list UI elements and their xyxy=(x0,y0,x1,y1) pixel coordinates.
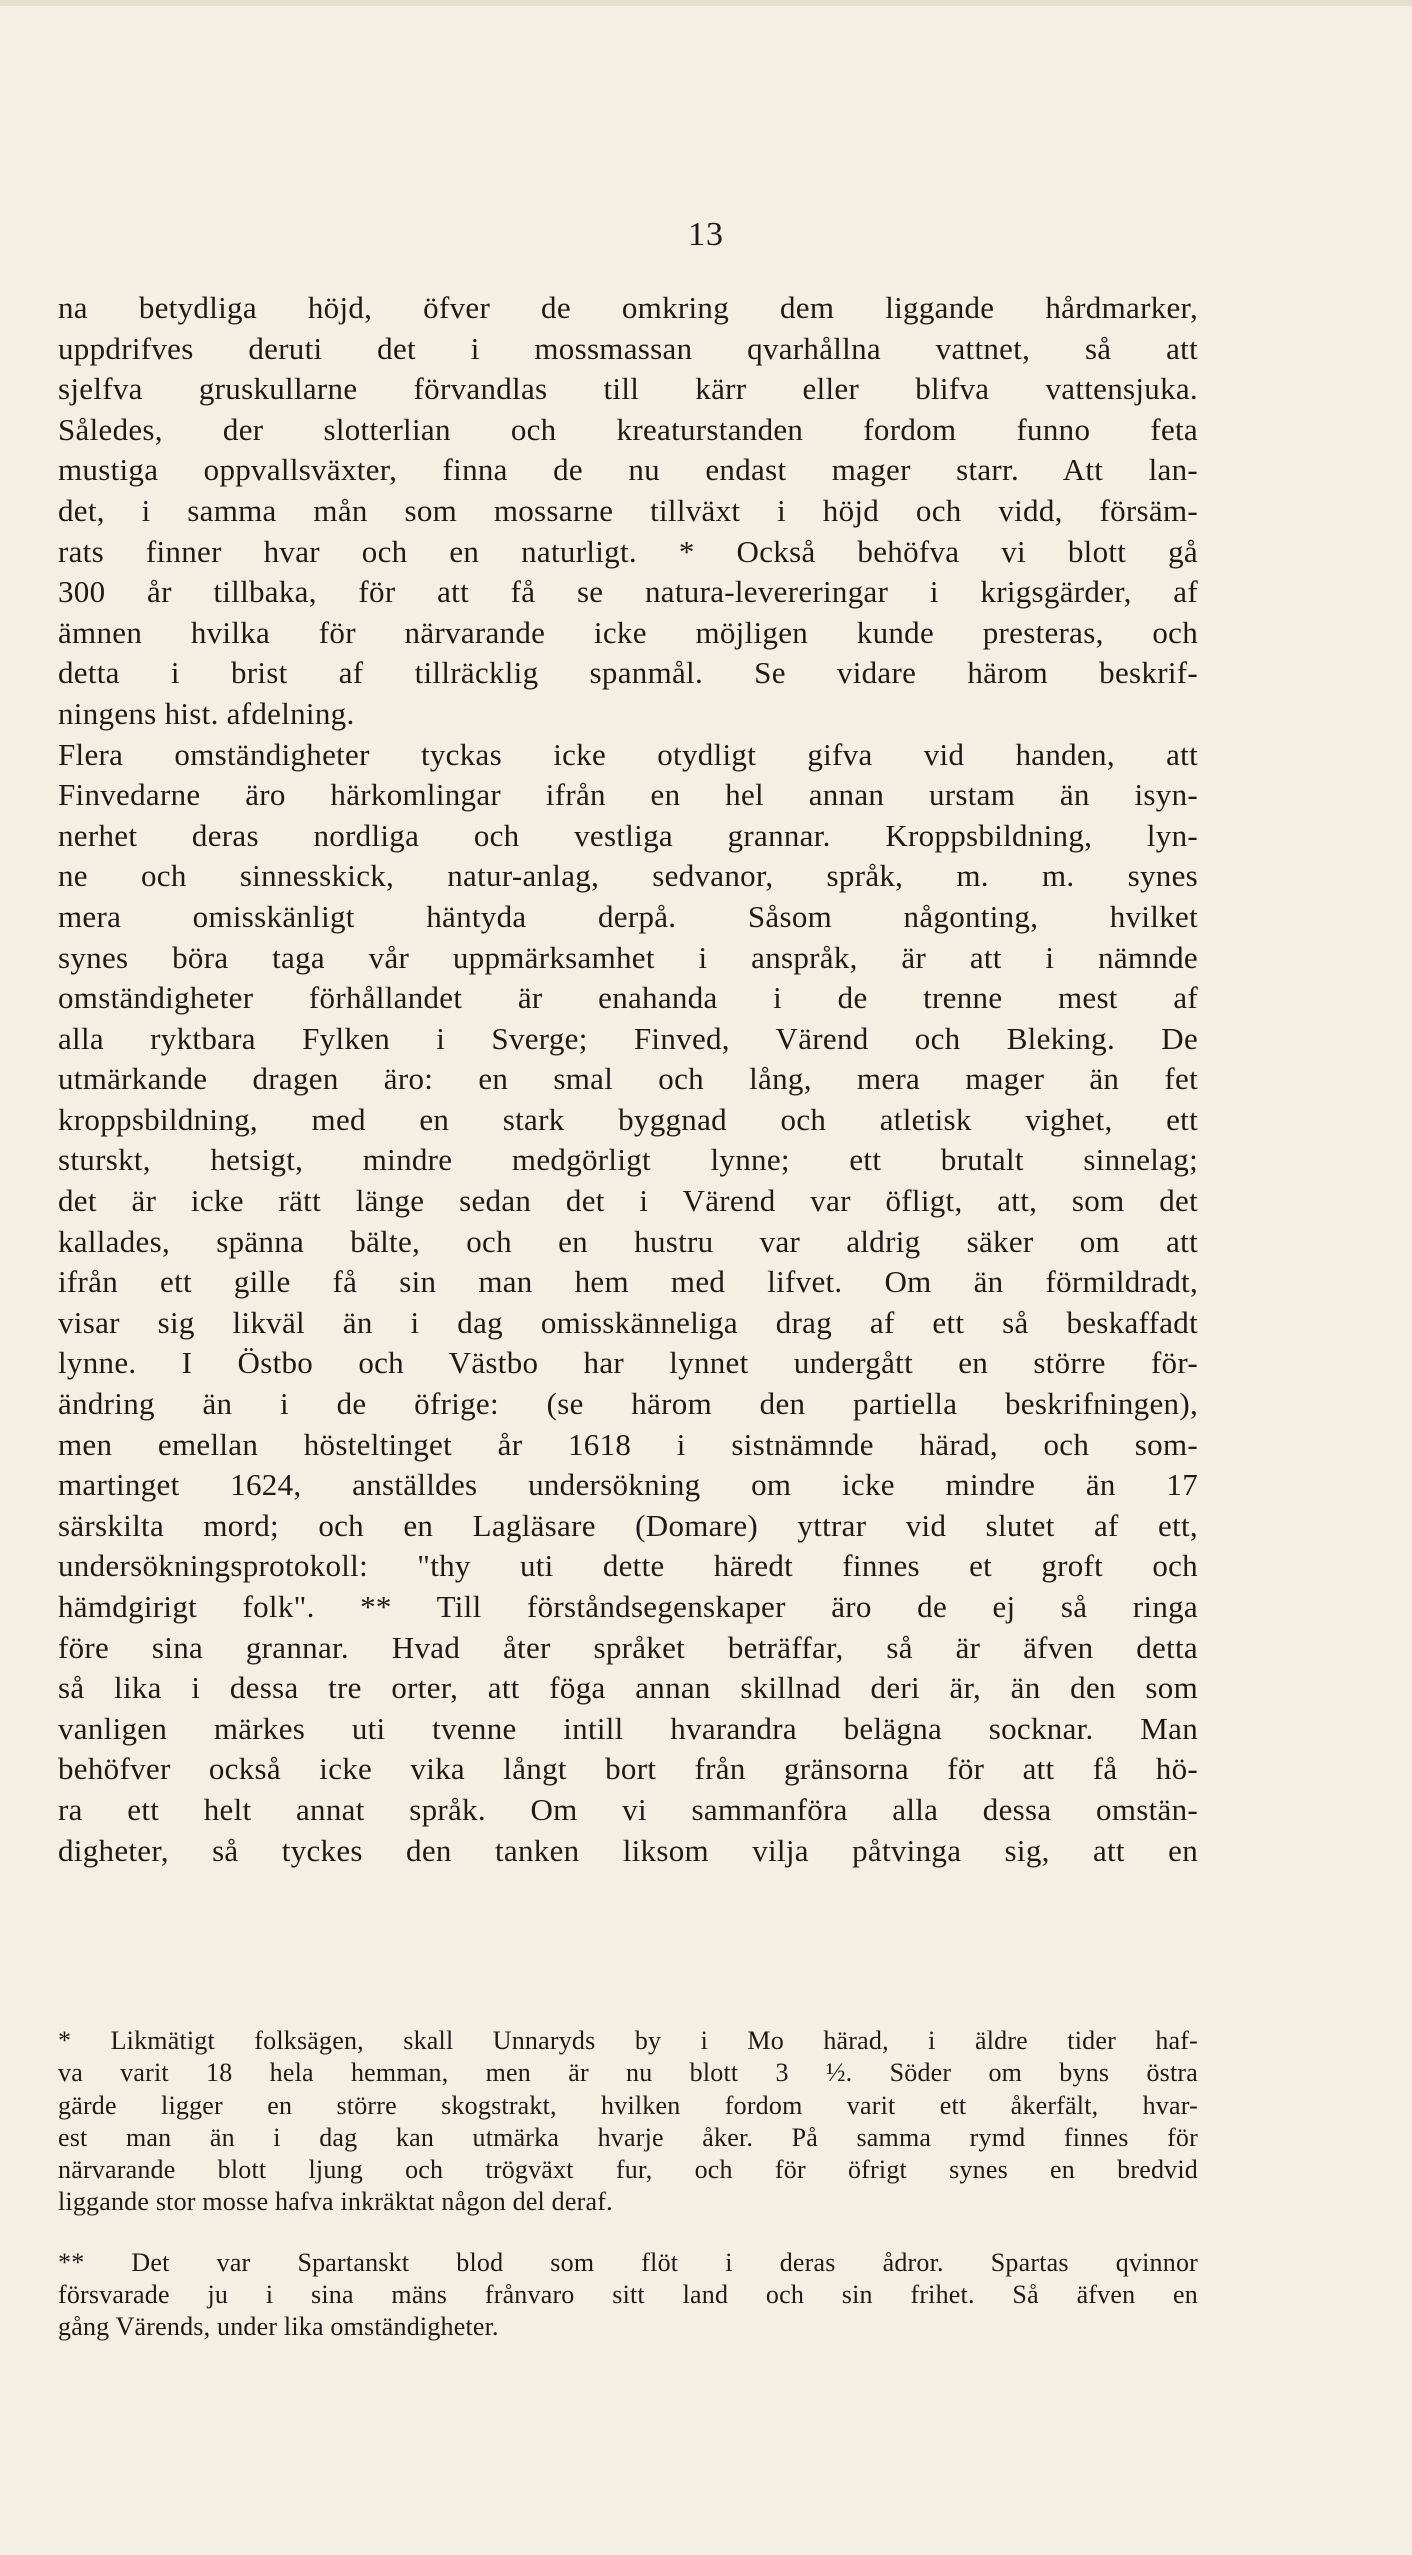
text-line: mustiga oppvallsväxter, finna de nu endast mager starr. Att lan- xyxy=(58,452,1198,488)
text-line: ne och sinnesskick, natur-anlag, sedvanor, språk, m. m. synes xyxy=(58,858,1198,894)
text-line: men emellan hösteltinget år 1618 i sistnämnde härad, och som- xyxy=(58,1426,1198,1462)
text-line: detta i brist af tillräcklig spanmål. Se vidare härom beskrif- xyxy=(58,655,1198,691)
footnote-line: försvarade ju i sina mäns frånvaro sitt land och sin frihet. Så äfven en xyxy=(58,2280,1198,2310)
footnote-2 xyxy=(58,2247,1198,2344)
text-line: 300 år tillbaka, för att få se natura-levereringar i krigsgärder, af xyxy=(58,574,1198,610)
text-line: Således, der slotterlian och kreaturstanden fordom funno feta xyxy=(58,411,1198,447)
text-line: visar sig likväl än i dag omisskänneliga drag af ett så beskaffadt xyxy=(58,1304,1198,1340)
footnote-line: est man än i dag kan utmärka hvarje åker. På samma rymd finnes för xyxy=(58,2122,1198,2152)
text-line: uppdrifves deruti det i mossmassan qvarhållna vattnet, så att xyxy=(58,330,1198,366)
text-line: det är icke rätt länge sedan det i Värend var öfligt, att, som det xyxy=(58,1183,1198,1219)
footnote-line: va varit 18 hela hemman, men är nu blott 3 ½. Söder om byns östra xyxy=(58,2058,1198,2088)
text-line: Flera omständigheter tyckas icke otydligt gifva vid handen, att xyxy=(58,736,1198,772)
text-line: na betydliga höjd, öfver de omkring dem liggande hårdmarker, xyxy=(58,290,1198,325)
footnote-line: * Likmätigt folksägen, skall Unnaryds by i Mo härad, i äldre tider haf- xyxy=(58,2026,1198,2055)
text-line: synes böra taga vår uppmärksamhet i anspråk, är att i nämnde xyxy=(58,939,1198,975)
text-line: det, i samma mån som mossarne tillväxt i höjd och vidd, försäm- xyxy=(58,492,1198,528)
text-line: digheter, så tyckes den tanken liksom vilja påtvinga sig, att en xyxy=(58,1832,1198,1868)
text-line: särskilta mord; och en Lagläsare (Domare) yttrar vid slutet af ett, xyxy=(58,1507,1198,1543)
text-line: martinget 1624, anställdes undersökning om icke mindre än 17 xyxy=(58,1467,1198,1503)
footnote-line: ** Det var Spartanskt blod som flöt i deras ådror. Spartas qvinnor xyxy=(58,2247,1198,2277)
text-line: så lika i dessa tre orter, att föga annan skillnad deri är, än den som xyxy=(58,1670,1198,1706)
text-line: behöfver också icke vika långt bort från gränsorna för att få hö- xyxy=(58,1751,1198,1787)
text-line: före sina grannar. Hvad åter språket beträffar, så är äfven detta xyxy=(58,1629,1198,1665)
text-line: vanligen märkes uti tvenne intill hvarandra belägna socknar. Man xyxy=(58,1710,1198,1746)
footnote-line: gärde ligger en större skogstrakt, hvilken fordom varit ett åkerfält, hvar- xyxy=(58,2090,1198,2120)
footnote-1 xyxy=(58,2025,1198,2219)
footnote-line: liggande stor mosse hafva inkräktat någon del deraf. xyxy=(58,2187,613,2217)
text-line: mera omisskänligt häntyda derpå. Såsom någonting, hvilket xyxy=(58,898,1198,934)
page-top-edge xyxy=(0,0,1412,6)
text-line: hämdgirigt folk". ** Till förståndsegenskaper äro de ej så ringa xyxy=(58,1589,1198,1624)
text-line: undersökningsprotokoll: "thy uti dette häredt finnes et groft och xyxy=(58,1548,1198,1584)
text-line: Finvedarne äro härkomlingar ifrån en hel annan urstam än isyn- xyxy=(58,777,1198,813)
page-number: 13 xyxy=(688,216,724,253)
text-line: ifrån ett gille få sin man hem med lifvet. Om än förmildradt, xyxy=(58,1264,1198,1300)
text-line: sturskt, hetsigt, mindre medgörligt lynne; ett brutalt sinnelag; xyxy=(58,1142,1198,1178)
text-line: kallades, spänna bälte, och en hustru var aldrig säker om att xyxy=(58,1223,1198,1259)
body-text xyxy=(58,288,1198,1871)
text-line: ra ett helt annat språk. Om vi sammanföra alla dessa omstän- xyxy=(58,1791,1198,1827)
footnote-spacer xyxy=(58,2219,1198,2247)
text-line: ningens hist. afdelning. xyxy=(58,695,355,731)
text-line: ändring än i de öfrige: (se härom den partiella beskrifningen), xyxy=(58,1386,1198,1422)
footnotes xyxy=(58,2025,1198,2344)
text-line: omständigheter förhållandet är enahanda i de trenne mest af xyxy=(58,980,1198,1016)
footnote-line: gång Värends, under lika omständigheter. xyxy=(58,2312,499,2342)
text-line: nerhet deras nordliga och vestliga grannar. Kroppsbildning, lyn- xyxy=(58,817,1198,853)
text-line: rats finner hvar och en naturligt. * Också behöfva vi blott gå xyxy=(58,533,1198,569)
text-line: lynne. I Östbo och Västbo har lynnet undergått en större för- xyxy=(58,1345,1198,1381)
text-line: ämnen hvilka för närvarande icke möjligen kunde presteras, och xyxy=(58,614,1198,650)
footnote-line: närvarande blott ljung och trögväxt fur, och för öfrigt synes en bredvid xyxy=(58,2155,1198,2185)
text-line: kroppsbildning, med en stark byggnad och atletisk vighet, ett xyxy=(58,1101,1198,1137)
text-line: utmärkande dragen äro: en smal och lång, mera mager än fet xyxy=(58,1061,1198,1097)
text-line: alla ryktbara Fylken i Sverge; Finved, Värend och Bleking. De xyxy=(58,1020,1198,1056)
text-line: sjelfva gruskullarne förvandlas till kärr eller blifva vattensjuka. xyxy=(58,371,1198,407)
